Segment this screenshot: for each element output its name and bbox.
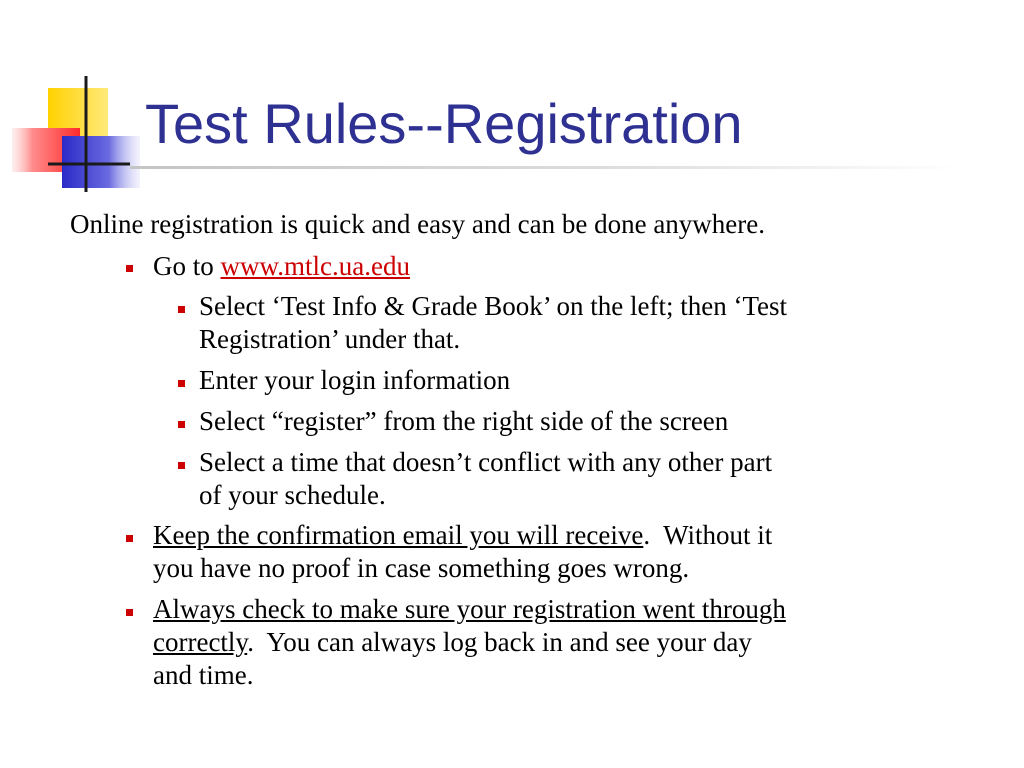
bullet-square-icon bbox=[126, 265, 133, 272]
sub-item-enter-login: Enter your login information bbox=[199, 365, 511, 395]
item-check-line1 bbox=[153, 593, 786, 626]
check-underlined-text-1: Always check to make sure your registration went through bbox=[153, 594, 786, 624]
sub-item-select-time-line2: of your schedule. bbox=[199, 480, 386, 510]
check-rest-text: . You can always log back in and see your day bbox=[247, 627, 752, 657]
sub-item-select-test-info-line1: Select ‘Test Info & Grade Book’ on the left; then ‘Test bbox=[199, 291, 788, 321]
item-confirmation-line2: you have no proof in case something goes wrong. bbox=[153, 553, 690, 583]
bullet-square-icon bbox=[126, 535, 133, 542]
sub-item-select-time-line1: Select a time that doesn’t conflict with any other part bbox=[199, 447, 773, 477]
list-item-go-to bbox=[153, 250, 410, 283]
sub-item-select-test-info-line2: Registration’ under that. bbox=[199, 324, 461, 354]
item-check-line2 bbox=[153, 626, 752, 659]
bullet-square-icon bbox=[178, 421, 185, 428]
mtlc-link[interactable]: www.mtlc.ua.edu bbox=[220, 251, 410, 281]
bullet-square-icon bbox=[178, 306, 185, 313]
check-underlined-text-2: correctly bbox=[153, 627, 248, 657]
go-to-label: Go to bbox=[153, 251, 221, 281]
confirmation-rest-text: . Without it bbox=[643, 520, 773, 550]
intro-text: Online registration is quick and easy and can be done anywhere. bbox=[70, 209, 766, 239]
bullet-square-icon bbox=[126, 609, 133, 616]
item-check-line3: and time. bbox=[153, 660, 254, 690]
bullet-square-icon bbox=[178, 462, 185, 469]
sub-item-select-register: Select “register” from the right side of the screen bbox=[199, 406, 729, 436]
slide-title: Test Rules--Registration bbox=[145, 92, 743, 155]
bullet-square-icon bbox=[178, 380, 185, 387]
confirmation-underlined-text: Keep the confirmation email you will receive bbox=[153, 520, 644, 550]
item-confirmation-line1 bbox=[153, 519, 772, 552]
